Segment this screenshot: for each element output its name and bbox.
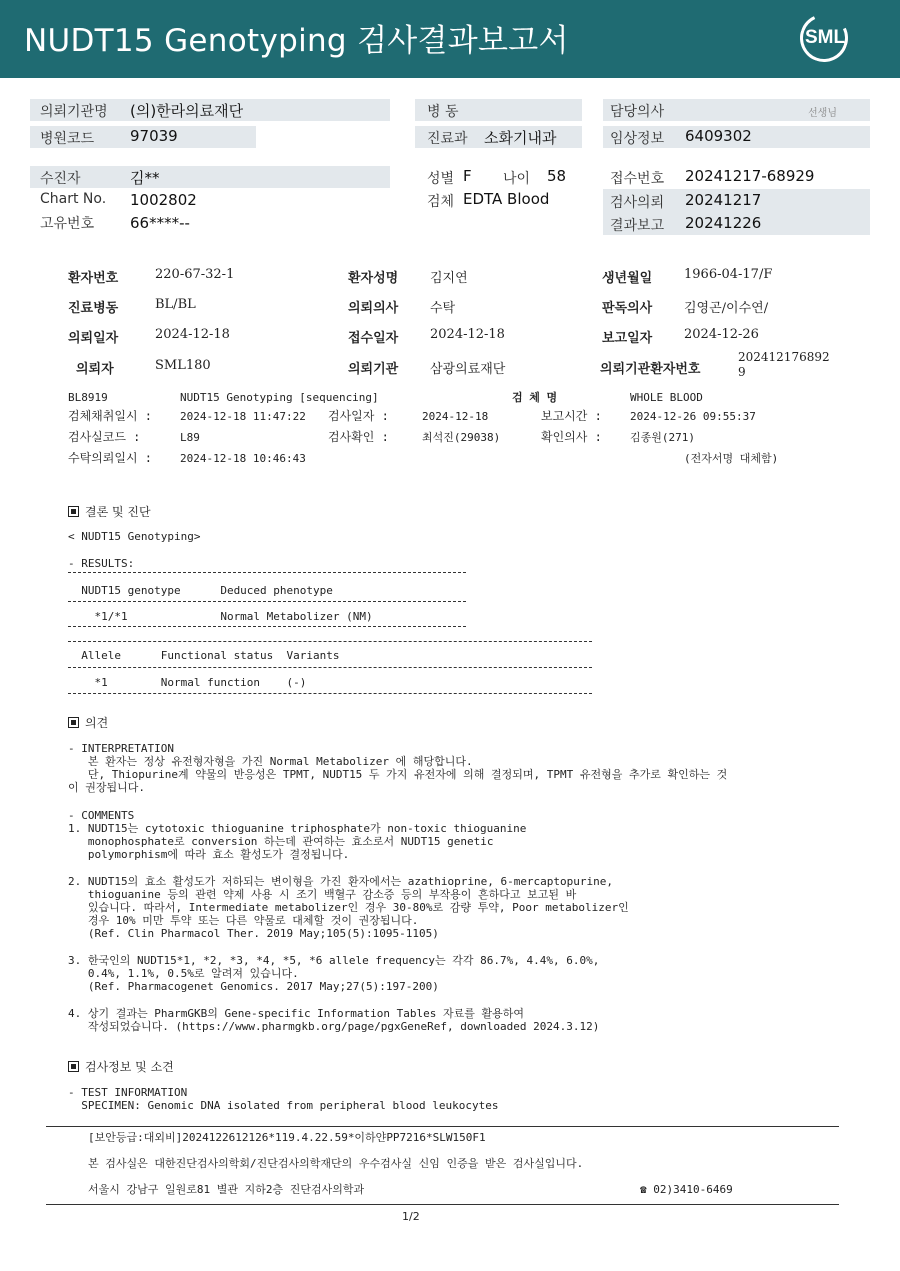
- section-opinion: 의견: [68, 714, 108, 731]
- requester-value: (의)한라의료재단: [130, 102, 244, 120]
- comment-line: 1. NUDT15는 cytotoxic thioguanine triphosphate가 non-toxic thioguanine: [68, 822, 527, 835]
- report-title: NUDT15 Genotyping 검사결과보고서: [24, 23, 569, 59]
- ward-label: 병 동: [427, 104, 459, 120]
- pb-value: 김영곤/이수연/: [684, 301, 769, 316]
- table2-rule: [68, 641, 592, 642]
- table2-header: Allele Functional status Variants: [68, 649, 340, 662]
- results-subtitle: < NUDT15 Genotyping>: [68, 530, 201, 543]
- table1-rule: [68, 601, 466, 602]
- receipt-label: 접수번호: [610, 171, 665, 187]
- table2-rule: [68, 693, 592, 694]
- footer-rule: [46, 1204, 839, 1205]
- doctor-suffix: 선생님: [808, 108, 837, 119]
- pb-value: 수탁: [430, 301, 456, 316]
- results-label: - RESULTS:: [68, 557, 135, 570]
- pb-label: 환자성명: [348, 271, 399, 286]
- section-square-icon: [68, 506, 79, 517]
- collect-value: 2024-12-18 11:47:22: [180, 410, 306, 423]
- reqdate-label: 검사의뢰: [610, 195, 665, 211]
- pb-label: 의뢰기관환자번호: [600, 362, 701, 377]
- doctor-label: 담당의사: [610, 104, 665, 120]
- chart-value: 1002802: [130, 191, 197, 209]
- sex-value: F: [463, 167, 472, 185]
- hospcode-label: 병원코드: [40, 131, 95, 147]
- comment-line: (Ref. Clin Pharmacol Ther. 2019 May;105(5):1095-1105): [68, 927, 439, 940]
- section-conclusion: 결론 및 진단: [68, 503, 151, 520]
- pb-value: 1966-04-17/F: [684, 267, 773, 282]
- hospcode-value: 97039: [130, 127, 178, 145]
- exam-label: 검사일자 :: [328, 409, 389, 423]
- test-name: NUDT15 Genotyping [sequencing]: [180, 391, 379, 404]
- specimen-label: 검체: [427, 194, 455, 210]
- lab-value: L89: [180, 431, 200, 444]
- interp-line: 본 환자는 정상 유전형자형을 가진 Normal Metabolizer 에 해당합니다.: [68, 755, 473, 768]
- table1-rule: [68, 626, 466, 627]
- report-value: 20241226: [685, 214, 762, 232]
- comment-line: thioguanine 등의 관련 약제 사용 시 조기 백혈구 감소증 등의 부작용이 흔하다고 보고된 바: [68, 888, 577, 901]
- requester-label: 의뢰기관명: [40, 104, 108, 120]
- pb-value: 김지연: [430, 271, 468, 286]
- comment-line: 경우 10% 미만 투약 또는 다른 약물로 대체할 것이 권장됩니다.: [68, 914, 419, 927]
- pb-value: 2024-12-18: [155, 327, 230, 342]
- testinfo-title: - TEST INFORMATION: [68, 1086, 188, 1099]
- age-label: 나이: [503, 171, 531, 187]
- interp-line: 단, Thiopurine계 약물의 반응성은 TPMT, NUDT15 두 가지 유전자에 의해 결정되며, TPMT 유전형을 추가로 확인하는 것: [68, 768, 728, 781]
- esign-note: (전자서명 대체함): [684, 452, 779, 465]
- patient-value: 김**: [130, 169, 160, 187]
- pb-label: 의뢰자: [76, 362, 114, 377]
- pb-label: 판독의사: [602, 301, 653, 316]
- reporttime-value: 2024-12-26 09:55:37: [630, 410, 756, 423]
- pb-value: 202412176892: [738, 350, 830, 364]
- pb-value: 2024-12-18: [430, 327, 505, 342]
- comment-line: 2. NUDT15의 효소 활성도가 저하되는 변이형을 가진 환자에서는 azathioprine, 6-mercaptopurine,: [68, 875, 614, 888]
- patient-label: 수진자: [40, 171, 81, 187]
- clinical-label: 임상정보: [610, 131, 665, 147]
- footer-rule: [46, 1126, 839, 1127]
- pb-label: 접수일자: [348, 331, 399, 346]
- comment-line: 작성되었습니다. (https://www.pharmgkb.org/page/pgxGeneRef, downloaded 2024.3.12): [68, 1020, 600, 1033]
- pb-label: 의뢰의사: [348, 301, 399, 316]
- interp-title: - INTERPRETATION: [68, 742, 174, 755]
- confirm-value: 최석진(29038): [422, 431, 501, 444]
- pb-value: 삼광의료재단: [430, 362, 506, 377]
- comments-title: - COMMENTS: [68, 809, 135, 822]
- specimen-name: WHOLE BLOOD: [630, 391, 703, 404]
- interp-line: 이 권장됩니다.: [68, 781, 146, 794]
- comment-line: 4. 상기 결과는 PharmGKB의 Gene-specific Information Tables 자료를 활용하여: [68, 1007, 525, 1020]
- pb-label: 의뢰일자: [68, 331, 119, 346]
- pb-value: SML180: [155, 358, 211, 373]
- collect-label: 검체채취일시 :: [68, 409, 153, 423]
- chart-label: Chart No.: [40, 191, 107, 207]
- clinical-value: 6409302: [685, 127, 752, 145]
- pb-label: 생년월일: [602, 271, 653, 286]
- exam-value: 2024-12-18: [422, 410, 489, 423]
- uid-value: 66****--: [130, 214, 190, 232]
- page-number: 1/2: [402, 1210, 420, 1223]
- received-label: 수탁의뢰일시 :: [68, 451, 153, 465]
- pb-value: 2024-12-26: [684, 327, 759, 342]
- phone-line: ☎ 02)3410-6469: [640, 1183, 733, 1196]
- pb-label: 진료병동: [68, 301, 119, 316]
- sml-logo: [798, 14, 852, 62]
- table1-rule: [68, 572, 466, 573]
- dept-label: 진료과: [427, 131, 468, 147]
- sex-label: 성별: [427, 171, 455, 187]
- confirm-label: 검사확인 :: [328, 430, 389, 444]
- security-line: [보안등급:대외비]2024122612126*119.4.22.59*이하얀PP7216*SLW150F1: [88, 1131, 486, 1144]
- dept-value: 소화기내과: [484, 129, 557, 147]
- section-square-icon: [68, 1061, 79, 1072]
- pb-value: 220-67-32-1: [155, 267, 235, 282]
- uid-label: 고유번호: [40, 216, 95, 232]
- comment-line: (Ref. Pharmacogenet Genomics. 2017 May;27(5):197-200): [68, 980, 439, 993]
- receipt-value: 20241217-68929: [685, 167, 815, 185]
- table2-rule: [68, 667, 592, 668]
- comment-line: 있습니다. 따라서, Intermediate metabolizer인 경우 30-80%로 감량 투약, Poor metabolizer인: [68, 901, 629, 914]
- lab-label: 검사실코드 :: [68, 430, 141, 444]
- reqdate-value: 20241217: [685, 191, 762, 209]
- table2-row: *1 Normal function (-): [68, 676, 307, 689]
- received-value: 2024-12-18 10:46:43: [180, 452, 306, 465]
- specimen-name-label: 검 체 명: [512, 391, 558, 404]
- address-line: 서울시 강남구 일원로81 별관 지하2층 진단검사의학과: [88, 1183, 365, 1196]
- comment-line: monophosphate로 conversion 하는데 관여하는 효소로서 NUDT15 genetic: [68, 835, 494, 848]
- cert-line: 본 검사실은 대한진단검사의학회/진단검사의학재단의 우수검사실 신임 인증을 받은 검사실입니다.: [88, 1157, 584, 1170]
- verify-label: 확인의사 :: [541, 430, 602, 444]
- patient-row: [30, 166, 390, 188]
- reporttime-label: 보고시간 :: [541, 409, 602, 423]
- report-header: [0, 0, 900, 78]
- pb-value-cont: 9: [738, 365, 746, 379]
- testinfo-specimen: SPECIMEN: Genomic DNA isolated from peripheral blood leukocytes: [68, 1099, 499, 1112]
- verify-value: 김종원(271): [630, 431, 695, 444]
- pb-value: BL/BL: [155, 297, 196, 312]
- pb-label: 환자번호: [68, 271, 119, 286]
- pb-label: 보고일자: [602, 331, 653, 346]
- comment-line: 0.4%, 1.1%, 0.5%로 알려져 있습니다.: [68, 967, 299, 980]
- test-code: BL8919: [68, 391, 108, 404]
- comment-line: polymorphism에 따라 효소 활성도가 결정됩니다.: [68, 848, 350, 861]
- table1-header: NUDT15 genotype Deduced phenotype: [68, 584, 333, 597]
- section-square-icon: [68, 717, 79, 728]
- age-value: 58: [547, 167, 567, 185]
- specimen-value: EDTA Blood: [463, 190, 550, 208]
- report-label: 결과보고: [610, 218, 665, 234]
- section-testinfo: 검사정보 및 소견: [68, 1058, 174, 1075]
- table1-row: *1/*1 Normal Metabolizer (NM): [68, 610, 373, 623]
- logo-text: SML: [804, 27, 846, 48]
- pb-label: 의뢰기관: [348, 362, 399, 377]
- comment-line: 3. 한국인의 NUDT15*1, *2, *3, *4, *5, *6 allele frequency는 각각 86.7%, 4.4%, 6.0%,: [68, 954, 600, 967]
